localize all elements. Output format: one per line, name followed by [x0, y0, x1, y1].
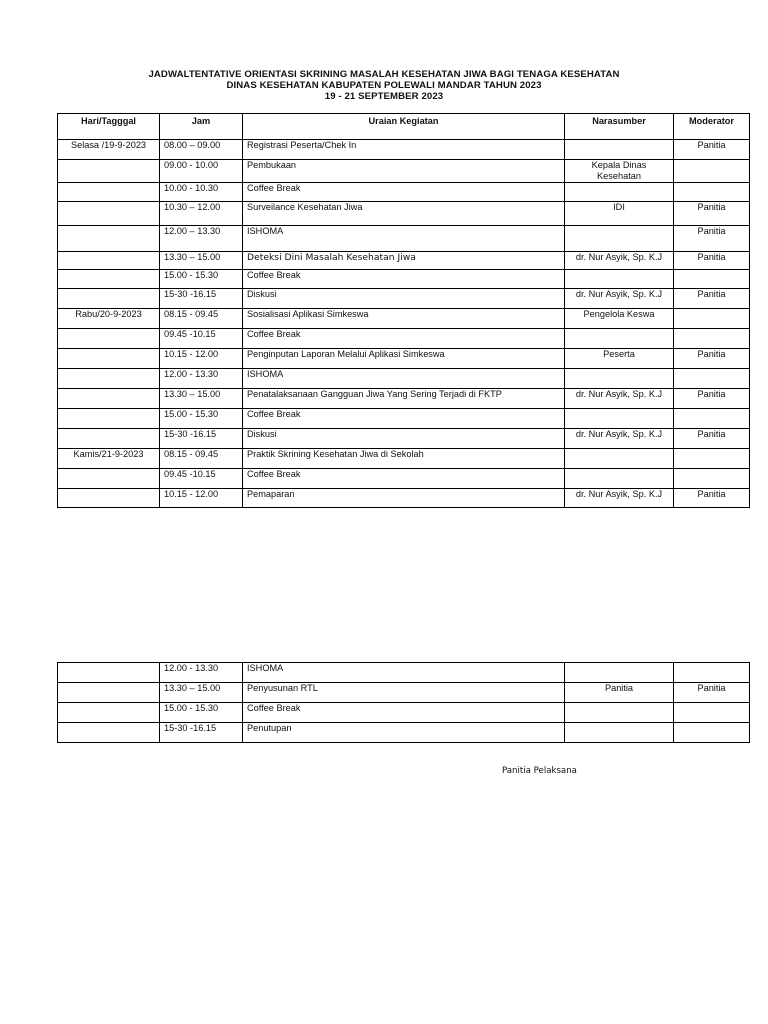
- cell-speaker: [565, 663, 674, 683]
- cell-time: 10.30 – 12.00: [160, 202, 243, 226]
- cell-speaker: Kepala Dinas Kesehatan: [565, 160, 674, 183]
- cell-moderator: [674, 329, 750, 349]
- cell-day: [58, 202, 160, 226]
- cell-speaker: [565, 140, 674, 160]
- schedule-table-continued: [57, 662, 750, 743]
- table-row: [58, 226, 750, 252]
- cell-time: 08.15 - 09.45: [160, 449, 243, 469]
- cell-activity: Penutupan: [243, 723, 565, 743]
- cell-speaker: [565, 369, 674, 389]
- cell-moderator: Panitia: [674, 252, 750, 270]
- cell-moderator: [674, 369, 750, 389]
- cell-moderator: Panitia: [674, 226, 750, 252]
- cell-moderator: [674, 160, 750, 183]
- header-time: Jam: [160, 114, 243, 140]
- cell-speaker: [565, 449, 674, 469]
- cell-activity: Coffee Break: [243, 329, 565, 349]
- cell-moderator: [674, 270, 750, 289]
- cell-moderator: [674, 183, 750, 202]
- header-moderator: Moderator: [674, 114, 750, 140]
- cell-day: [58, 389, 160, 409]
- table-row: [58, 489, 750, 508]
- cell-time: 13.30 – 15.00: [160, 683, 243, 703]
- cell-speaker: IDI: [565, 202, 674, 226]
- cell-activity: Coffee Break: [243, 409, 565, 429]
- table-row: [58, 349, 750, 369]
- cell-activity: ISHOMA: [243, 226, 565, 252]
- cell-moderator: [674, 663, 750, 683]
- cell-activity: Coffee Break: [243, 183, 565, 202]
- header-activity: Uraian Kegiatan: [243, 114, 565, 140]
- cell-day: Rabu/20-9-2023: [58, 309, 160, 329]
- cell-moderator: Panitia: [674, 683, 750, 703]
- title-line-1: JADWALTENTATIVE ORIENTASI SKRINING MASALAH KESEHATAN JIWA BAGI TENAGA KESEHATAN: [148, 69, 620, 80]
- cell-day: [58, 409, 160, 429]
- table-row: [58, 270, 750, 289]
- cell-activity: Sosialisasi Aplikasi Simkeswa: [243, 309, 565, 329]
- table-row: [58, 683, 750, 703]
- cell-speaker: dr. Nur Asyik, Sp. K.J: [565, 289, 674, 309]
- cell-moderator: Panitia: [674, 489, 750, 508]
- cell-day: [58, 252, 160, 270]
- cell-activity: Diskusi: [243, 289, 565, 309]
- table-row: [58, 202, 750, 226]
- cell-moderator: Panitia: [674, 202, 750, 226]
- cell-moderator: [674, 309, 750, 329]
- cell-time: 10.00 - 10.30: [160, 183, 243, 202]
- cell-day: [58, 683, 160, 703]
- cell-speaker: [565, 409, 674, 429]
- cell-time: 15.00 - 15.30: [160, 703, 243, 723]
- cell-time: 15-30 -16.15: [160, 723, 243, 743]
- cell-speaker: Panitia: [565, 683, 674, 703]
- cell-day: [58, 703, 160, 723]
- cell-activity: Pembukaan: [243, 160, 565, 183]
- cell-time: 15.00 - 15.30: [160, 270, 243, 289]
- cell-time: 09.45 -10.15: [160, 469, 243, 489]
- cell-activity: Registrasi Peserta/Chek In: [243, 140, 565, 160]
- table-row: [58, 329, 750, 349]
- cell-activity: Praktik Skrining Kesehatan Jiwa di Sekolah: [243, 449, 565, 469]
- cell-time: 13.30 – 15.00: [160, 252, 243, 270]
- cell-activity: Deteksi Dini Masalah Kesehatan Jiwa: [243, 252, 565, 270]
- cell-speaker: dr. Nur Asyik, Sp. K.J: [565, 489, 674, 508]
- cell-day: [58, 469, 160, 489]
- table-row: [58, 160, 750, 183]
- cell-speaker: [565, 723, 674, 743]
- cell-day: [58, 723, 160, 743]
- document-title: [0, 69, 768, 102]
- cell-time: 09.00 - 10.00: [160, 160, 243, 183]
- cell-moderator: Panitia: [674, 289, 750, 309]
- cell-time: 08.15 - 09.45: [160, 309, 243, 329]
- table-row: [58, 289, 750, 309]
- cell-day: [58, 349, 160, 369]
- cell-activity: Penyusunan RTL: [243, 683, 565, 703]
- schedule-table: [57, 113, 750, 508]
- cell-activity: Coffee Break: [243, 703, 565, 723]
- cell-moderator: Panitia: [674, 140, 750, 160]
- cell-day: [58, 289, 160, 309]
- cell-day: [58, 226, 160, 252]
- cell-moderator: Panitia: [674, 429, 750, 449]
- table-row: [58, 369, 750, 389]
- cell-moderator: [674, 469, 750, 489]
- cell-activity: Coffee Break: [243, 469, 565, 489]
- cell-moderator: [674, 409, 750, 429]
- cell-activity: Penginputan Laporan Melalui Aplikasi Simkeswa: [243, 349, 565, 369]
- cell-day: [58, 489, 160, 508]
- table-row: [58, 252, 750, 270]
- table-row: [58, 140, 750, 160]
- cell-moderator: Panitia: [674, 349, 750, 369]
- cell-day: [58, 429, 160, 449]
- table-row: [58, 449, 750, 469]
- cell-speaker: Pengelola Keswa: [565, 309, 674, 329]
- cell-moderator: [674, 703, 750, 723]
- title-line-2: DINAS KESEHATAN KABUPATEN POLEWALI MANDAR TAHUN 2023: [226, 80, 542, 91]
- cell-day: [58, 329, 160, 349]
- cell-time: 15-30 -16.15: [160, 289, 243, 309]
- header-speaker: Narasumber: [565, 114, 674, 140]
- cell-day: [58, 663, 160, 683]
- table-row: [58, 703, 750, 723]
- cell-day: [58, 369, 160, 389]
- cell-time: 12.00 – 13.30: [160, 226, 243, 252]
- cell-speaker: [565, 329, 674, 349]
- cell-speaker: dr. Nur Asyik, Sp. K.J: [565, 252, 674, 270]
- cell-time: 12.00 - 13.30: [160, 663, 243, 683]
- cell-speaker: [565, 469, 674, 489]
- cell-time: 15-30 -16.15: [160, 429, 243, 449]
- table-row: [58, 409, 750, 429]
- cell-day: [58, 183, 160, 202]
- cell-time: 10.15 - 12.00: [160, 349, 243, 369]
- cell-moderator: Panitia: [674, 389, 750, 409]
- cell-time: 13.30 – 15.00: [160, 389, 243, 409]
- cell-speaker: Peserta: [565, 349, 674, 369]
- table-row: [58, 469, 750, 489]
- cell-speaker: [565, 270, 674, 289]
- cell-time: 10.15 - 12.00: [160, 489, 243, 508]
- cell-speaker: dr. Nur Asyik, Sp. K.J: [565, 429, 674, 449]
- cell-activity: Coffee Break: [243, 270, 565, 289]
- cell-activity: Penatalaksanaan Gangguan Jiwa Yang Sering Terjadi di FKTP: [243, 389, 565, 409]
- table-row: [58, 723, 750, 743]
- cell-activity: Pemaparan: [243, 489, 565, 508]
- cell-speaker: [565, 183, 674, 202]
- cell-time: 09.45 -10.15: [160, 329, 243, 349]
- title-line-3: 19 - 21 SEPTEMBER 2023: [324, 91, 444, 102]
- cell-time: 08.00 – 09.00: [160, 140, 243, 160]
- cell-speaker: [565, 703, 674, 723]
- table-row: [58, 309, 750, 329]
- cell-moderator: [674, 723, 750, 743]
- signature-label: Panitia Pelaksana: [502, 766, 577, 776]
- cell-activity: ISHOMA: [243, 663, 565, 683]
- table-row: [58, 663, 750, 683]
- cell-day: [58, 160, 160, 183]
- cell-speaker: dr. Nur Asyik, Sp. K.J: [565, 389, 674, 409]
- cell-time: 15.00 - 15.30: [160, 409, 243, 429]
- cell-day: [58, 270, 160, 289]
- header-day: Hari/Tagggal: [58, 114, 160, 140]
- cell-moderator: [674, 449, 750, 469]
- table-row: [58, 429, 750, 449]
- cell-activity: ISHOMA: [243, 369, 565, 389]
- cell-speaker: [565, 226, 674, 252]
- cell-day: Selasa /19-9-2023: [58, 140, 160, 160]
- table-row: [58, 389, 750, 409]
- cell-day: Kamis/21-9-2023: [58, 449, 160, 469]
- table-row: [58, 183, 750, 202]
- cell-activity: Surveilance Kesehatan Jiwa: [243, 202, 565, 226]
- cell-time: 12.00 - 13.30: [160, 369, 243, 389]
- header-row: [58, 114, 750, 140]
- cell-activity: Diskusi: [243, 429, 565, 449]
